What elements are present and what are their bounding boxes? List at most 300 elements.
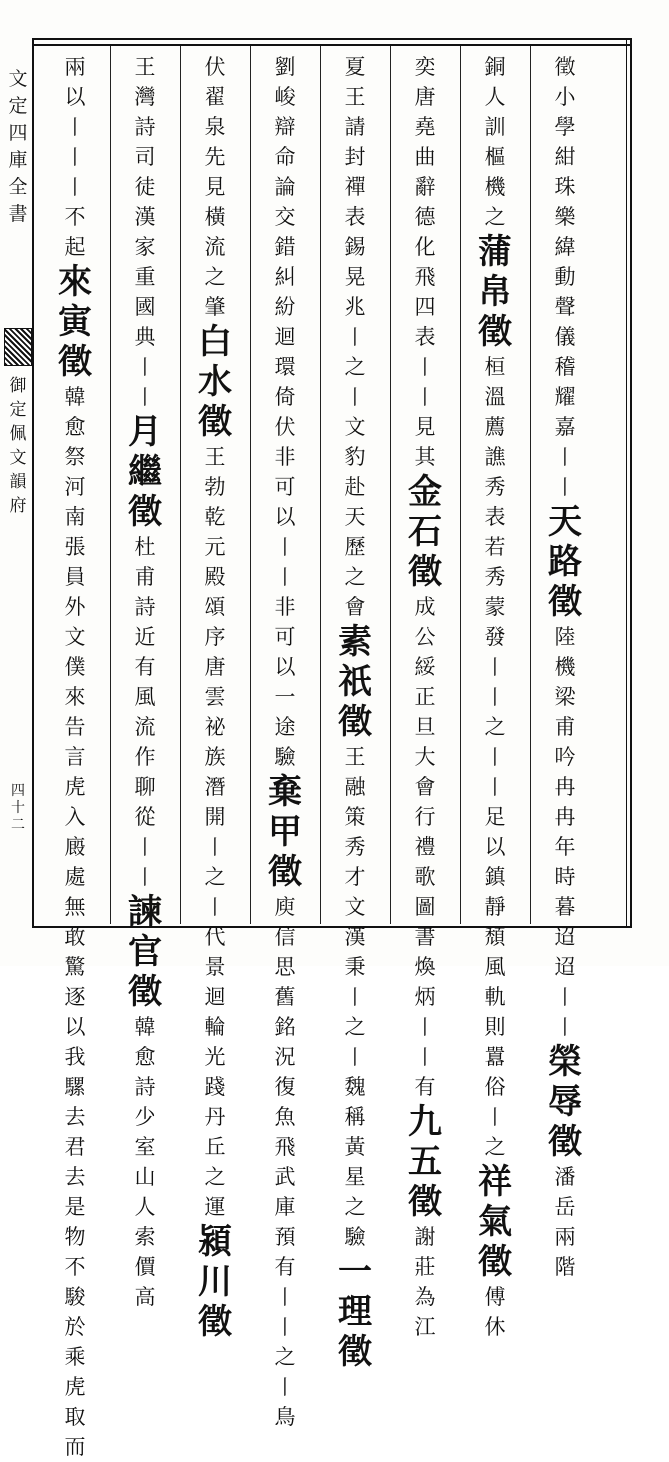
text-char: 君 [64, 1135, 86, 1159]
headword-char: 徵 [478, 1242, 512, 1282]
text-char: 化 [414, 235, 436, 259]
text-char: 之 [204, 1165, 226, 1189]
text-char: 囂 [484, 1045, 506, 1069]
text-char: 庫 [274, 1195, 296, 1219]
text-char: 若 [484, 535, 506, 559]
headword-char: 徵 [548, 582, 582, 622]
text-char: 秉 [344, 955, 366, 979]
text-char: 非 [274, 445, 296, 469]
text-char: 星 [344, 1165, 366, 1189]
text-char: 有 [134, 655, 156, 679]
text-char: 學 [554, 115, 576, 139]
text-char: 言 [64, 745, 86, 769]
text-char: 不 [64, 205, 86, 229]
headword-char: 氣 [478, 1202, 512, 1242]
text-char: 會 [414, 775, 436, 799]
text-char: 為 [414, 1285, 436, 1309]
margin-header-text: 文定四庫全書 [8, 68, 28, 225]
text-char: 有 [414, 1075, 436, 1099]
headword-char: 金 [408, 472, 442, 512]
text-char: 取 [64, 1405, 86, 1429]
text-char: 旦 [414, 715, 436, 739]
text-char: 雲 [204, 685, 226, 709]
text-char: 頹 [484, 925, 506, 949]
text-char: 靜 [484, 895, 506, 919]
text-char: 潘 [554, 1165, 576, 1189]
text-char: 表 [344, 205, 366, 229]
text-char: 敢 [64, 925, 86, 949]
text-char: 機 [484, 175, 506, 199]
text-char: 休 [484, 1315, 506, 1339]
text-char: 小 [554, 85, 576, 109]
headword-char: 路 [548, 542, 582, 582]
text-char: 年 [554, 835, 576, 859]
text-char: 王 [134, 55, 156, 79]
text-char: 祭 [64, 445, 86, 469]
text-char: 橫 [204, 205, 226, 229]
repeat-mark: 丨 [275, 535, 295, 559]
text-char: 天 [344, 505, 366, 529]
text-char: 聊 [134, 775, 156, 799]
text-char: 肇 [204, 295, 226, 319]
repeat-mark: 丨 [135, 865, 155, 889]
text-char: 來 [64, 685, 86, 709]
text-char: 劉 [274, 55, 296, 79]
text-char: 圖 [414, 895, 436, 919]
text-char: 之 [204, 265, 226, 289]
text-char: 表 [484, 505, 506, 529]
text-char: 才 [344, 865, 366, 889]
text-char: 稱 [344, 1105, 366, 1129]
repeat-mark: 丨 [415, 355, 435, 379]
text-char: 兩 [554, 1225, 576, 1249]
headword-char: 徵 [128, 972, 162, 1012]
text-char: 兩 [64, 55, 86, 79]
text-char: 命 [274, 145, 296, 169]
text-char: 南 [64, 505, 86, 529]
repeat-mark: 丨 [485, 745, 505, 769]
text-column [460, 52, 530, 1339]
text-char: 文 [64, 625, 86, 649]
text-char: 近 [134, 625, 156, 649]
headword-char: 祇 [338, 662, 372, 702]
repeat-mark: 丨 [135, 835, 155, 859]
text-char: 岳 [554, 1195, 576, 1219]
text-char: 騾 [64, 1075, 86, 1099]
text-char: 江 [414, 1315, 436, 1339]
text-char: 丘 [204, 1135, 226, 1159]
headword-char: 九 [408, 1102, 442, 1142]
text-char: 之 [274, 1345, 296, 1369]
text-char: 運 [204, 1195, 226, 1219]
text-char: 銅 [484, 55, 506, 79]
text-char: 魚 [274, 1105, 296, 1129]
headword-char: 來 [58, 262, 92, 302]
text-char: 之 [344, 565, 366, 589]
text-char: 歌 [414, 865, 436, 889]
headword-char: 徵 [408, 1182, 442, 1222]
text-char: 秀 [484, 565, 506, 589]
repeat-mark: 丨 [555, 445, 575, 469]
repeat-mark: 丨 [415, 1045, 435, 1069]
text-column [40, 52, 110, 1459]
text-char: 甫 [554, 715, 576, 739]
text-column [180, 52, 250, 1342]
repeat-mark: 丨 [485, 685, 505, 709]
text-char: 信 [274, 925, 296, 949]
text-char: 元 [204, 535, 226, 559]
text-char: 鳥 [274, 1405, 296, 1429]
text-char: 詩 [134, 595, 156, 619]
text-char: 糾 [274, 265, 296, 289]
text-char: 迴 [274, 325, 296, 349]
text-char: 風 [484, 955, 506, 979]
text-char: 漢 [134, 205, 156, 229]
text-char: 祕 [204, 715, 226, 739]
text-char: 人 [484, 85, 506, 109]
text-char: 見 [204, 175, 226, 199]
text-char: 逐 [64, 985, 86, 1009]
text-char: 家 [134, 235, 156, 259]
text-column [250, 52, 320, 1429]
text-char: 薦 [484, 415, 506, 439]
repeat-mark: 丨 [275, 1285, 295, 1309]
text-char: 譙 [484, 445, 506, 469]
text-char: 一 [274, 685, 296, 709]
text-char: 王 [204, 445, 226, 469]
text-char: 少 [134, 1105, 156, 1129]
text-char: 迴 [204, 985, 226, 1009]
repeat-mark: 丨 [345, 385, 365, 409]
fish-tail-mark [4, 328, 32, 366]
text-char: 從 [134, 805, 156, 829]
text-char: 庾 [274, 895, 296, 919]
headword-char: 諫 [128, 892, 162, 932]
text-char: 封 [344, 145, 366, 169]
text-char: 駿 [64, 1285, 86, 1309]
text-char: 外 [64, 595, 86, 619]
text-char: 索 [134, 1225, 156, 1249]
text-char: 樞 [484, 145, 506, 169]
headword-char: 徵 [58, 342, 92, 382]
text-char: 途 [274, 715, 296, 739]
text-char: 陸 [554, 625, 576, 649]
text-char: 可 [274, 625, 296, 649]
margin-strip [0, 38, 34, 928]
text-char: 是 [64, 1195, 86, 1219]
headword-char: 素 [338, 622, 372, 662]
text-char: 策 [344, 805, 366, 829]
text-char: 伏 [274, 415, 296, 439]
text-char: 光 [204, 1045, 226, 1069]
text-char: 殿 [204, 565, 226, 589]
text-char: 樂 [554, 205, 576, 229]
text-char: 魏 [344, 1075, 366, 1099]
text-char: 稽 [554, 355, 576, 379]
text-char: 詩 [134, 1075, 156, 1099]
text-char: 僕 [64, 655, 86, 679]
text-char: 動 [554, 265, 576, 289]
text-char: 頌 [204, 595, 226, 619]
column-rule [460, 46, 461, 924]
text-char: 四 [414, 295, 436, 319]
text-char: 徵 [554, 55, 576, 79]
text-char: 正 [414, 685, 436, 709]
text-char: 錫 [344, 235, 366, 259]
text-char: 序 [204, 625, 226, 649]
text-char: 告 [64, 715, 86, 739]
repeat-mark: 丨 [345, 985, 365, 1009]
frame-right-rule [626, 38, 627, 928]
column-rule [390, 46, 391, 924]
text-char: 禮 [414, 835, 436, 859]
text-char: 表 [414, 325, 436, 349]
repeat-mark: 丨 [555, 1015, 575, 1039]
repeat-mark: 丨 [485, 775, 505, 799]
text-char: 時 [554, 865, 576, 889]
text-char: 歷 [344, 535, 366, 559]
text-char: 公 [414, 625, 436, 649]
text-char: 有 [274, 1255, 296, 1279]
text-char: 階 [554, 1255, 576, 1279]
text-char: 非 [274, 595, 296, 619]
text-char: 廄 [64, 835, 86, 859]
text-char: 珠 [554, 175, 576, 199]
headword-char: 徵 [548, 1122, 582, 1162]
text-char: 甫 [134, 565, 156, 589]
text-char: 韓 [64, 385, 86, 409]
repeat-mark: 丨 [275, 1315, 295, 1339]
repeat-mark: 丨 [555, 985, 575, 1009]
repeat-mark: 丨 [345, 325, 365, 349]
text-char: 則 [484, 1015, 506, 1039]
headword-char: 棄 [268, 772, 302, 812]
text-char: 見 [414, 415, 436, 439]
text-char: 之 [204, 865, 226, 889]
text-char: 曲 [414, 145, 436, 169]
text-char: 溫 [484, 385, 506, 409]
text-char: 漢 [344, 925, 366, 949]
headword-char: 一 [338, 1252, 372, 1292]
text-char: 暮 [554, 895, 576, 919]
headword-char: 徵 [198, 1302, 232, 1342]
text-char: 辭 [414, 175, 436, 199]
headword-char: 徵 [128, 492, 162, 532]
repeat-mark: 丨 [135, 355, 155, 379]
headword-char: 繼 [128, 452, 162, 492]
text-char: 紛 [274, 295, 296, 319]
text-char: 兆 [344, 295, 366, 319]
text-char: 族 [204, 745, 226, 769]
text-char: 梁 [554, 685, 576, 709]
text-char: 赴 [344, 475, 366, 499]
text-char: 價 [134, 1255, 156, 1279]
headword-char: 五 [408, 1142, 442, 1182]
text-char: 以 [484, 835, 506, 859]
text-char: 愈 [134, 1045, 156, 1069]
text-char: 唐 [204, 655, 226, 679]
text-char: 無 [64, 895, 86, 919]
text-char: 先 [204, 145, 226, 169]
text-char: 環 [274, 355, 296, 379]
repeat-mark: 丨 [275, 565, 295, 589]
text-char: 錯 [274, 235, 296, 259]
text-char: 聲 [554, 295, 576, 319]
text-char: 高 [134, 1285, 156, 1309]
repeat-mark: 丨 [205, 835, 225, 859]
repeat-mark: 丨 [415, 385, 435, 409]
repeat-mark: 丨 [65, 175, 85, 199]
text-char: 以 [64, 1015, 86, 1039]
text-char: 儀 [554, 325, 576, 349]
text-char: 機 [554, 655, 576, 679]
text-char: 處 [64, 865, 86, 889]
text-char: 冉 [554, 775, 576, 799]
text-char: 河 [64, 475, 86, 499]
column-rule [530, 46, 531, 924]
text-char: 融 [344, 775, 366, 799]
text-char: 晃 [344, 265, 366, 289]
headword-char: 蒲 [478, 232, 512, 272]
headword-char: 理 [338, 1292, 372, 1332]
headword-char: 天 [548, 502, 582, 542]
text-char: 景 [204, 955, 226, 979]
text-char: 其 [414, 445, 436, 469]
text-char: 流 [134, 715, 156, 739]
repeat-mark: 丨 [65, 145, 85, 169]
text-char: 堯 [414, 115, 436, 139]
headword-char: 潁 [198, 1222, 232, 1262]
headword-char: 寅 [58, 302, 92, 342]
text-char: 去 [64, 1105, 86, 1129]
column-rule [250, 46, 251, 924]
text-char: 文 [344, 415, 366, 439]
text-char: 緯 [554, 235, 576, 259]
text-char: 入 [64, 805, 86, 829]
text-char: 傅 [484, 1285, 506, 1309]
text-char: 煥 [414, 955, 436, 979]
text-char: 請 [344, 115, 366, 139]
text-char: 國 [134, 295, 156, 319]
text-char: 我 [64, 1045, 86, 1069]
text-char: 輪 [204, 1015, 226, 1039]
text-char: 泉 [204, 115, 226, 139]
column-rule [110, 46, 111, 924]
text-char: 之 [344, 1195, 366, 1219]
text-char: 書 [414, 925, 436, 949]
text-char: 於 [64, 1315, 86, 1339]
headword-char: 月 [128, 412, 162, 452]
text-char: 嘉 [554, 415, 576, 439]
text-column [530, 52, 600, 1279]
text-char: 詩 [134, 115, 156, 139]
headword-char: 水 [198, 362, 232, 402]
text-column [320, 52, 390, 1372]
text-char: 起 [64, 235, 86, 259]
text-char: 倚 [274, 385, 296, 409]
text-char: 飛 [414, 265, 436, 289]
text-column [390, 52, 460, 1339]
text-char: 黃 [344, 1135, 366, 1159]
text-char: 秀 [484, 475, 506, 499]
text-char: 交 [274, 205, 296, 229]
margin-book-title: 御定佩文韻府 [9, 376, 27, 516]
text-char: 王 [344, 745, 366, 769]
text-char: 莊 [414, 1255, 436, 1279]
text-char: 德 [414, 205, 436, 229]
text-char: 乾 [204, 505, 226, 529]
text-char: 吟 [554, 745, 576, 769]
repeat-mark: 丨 [485, 655, 505, 679]
text-char: 徒 [134, 175, 156, 199]
text-char: 乘 [64, 1345, 86, 1369]
text-char: 唐 [414, 85, 436, 109]
text-char: 秀 [344, 835, 366, 859]
headword-char: 甲 [268, 812, 302, 852]
headword-char: 徵 [198, 402, 232, 442]
headword-char: 徵 [338, 1332, 372, 1372]
text-char: 而 [64, 1435, 86, 1459]
text-char: 作 [134, 745, 156, 769]
text-char: 俗 [484, 1075, 506, 1099]
text-char: 司 [134, 145, 156, 169]
text-char: 成 [414, 595, 436, 619]
text-char: 奕 [414, 55, 436, 79]
text-char: 開 [204, 805, 226, 829]
text-char: 文 [344, 895, 366, 919]
text-char: 夏 [344, 55, 366, 79]
text-char: 豹 [344, 445, 366, 469]
text-char: 勃 [204, 475, 226, 499]
frame-top-rule [32, 44, 632, 46]
text-char: 重 [134, 265, 156, 289]
column-rule [180, 46, 181, 924]
text-char: 之 [344, 355, 366, 379]
headword-char: 川 [198, 1262, 232, 1302]
text-char: 思 [274, 955, 296, 979]
text-char: 謝 [414, 1225, 436, 1249]
text-char: 飛 [274, 1135, 296, 1159]
text-char: 之 [344, 1015, 366, 1039]
headword-char: 徵 [338, 702, 372, 742]
text-char: 之 [484, 1135, 506, 1159]
text-char: 炳 [414, 985, 436, 1009]
text-char: 足 [484, 805, 506, 829]
text-char: 迢 [554, 925, 576, 949]
text-column [110, 52, 180, 1309]
headword-char: 白 [198, 322, 232, 362]
text-char: 翟 [204, 85, 226, 109]
text-char: 不 [64, 1255, 86, 1279]
text-char: 踐 [204, 1075, 226, 1099]
headword-char: 榮 [548, 1042, 582, 1082]
text-char: 會 [344, 595, 366, 619]
text-char: 迢 [554, 955, 576, 979]
repeat-mark: 丨 [555, 475, 575, 499]
text-char: 典 [134, 325, 156, 349]
text-char: 潛 [204, 775, 226, 799]
text-char: 之 [484, 715, 506, 739]
text-char: 論 [274, 175, 296, 199]
repeat-mark: 丨 [205, 895, 225, 919]
text-char: 韓 [134, 1015, 156, 1039]
repeat-mark: 丨 [65, 115, 85, 139]
text-char: 綏 [414, 655, 436, 679]
text-char: 灣 [134, 85, 156, 109]
repeat-mark: 丨 [275, 1375, 295, 1399]
repeat-mark: 丨 [135, 385, 155, 409]
text-char: 可 [274, 475, 296, 499]
